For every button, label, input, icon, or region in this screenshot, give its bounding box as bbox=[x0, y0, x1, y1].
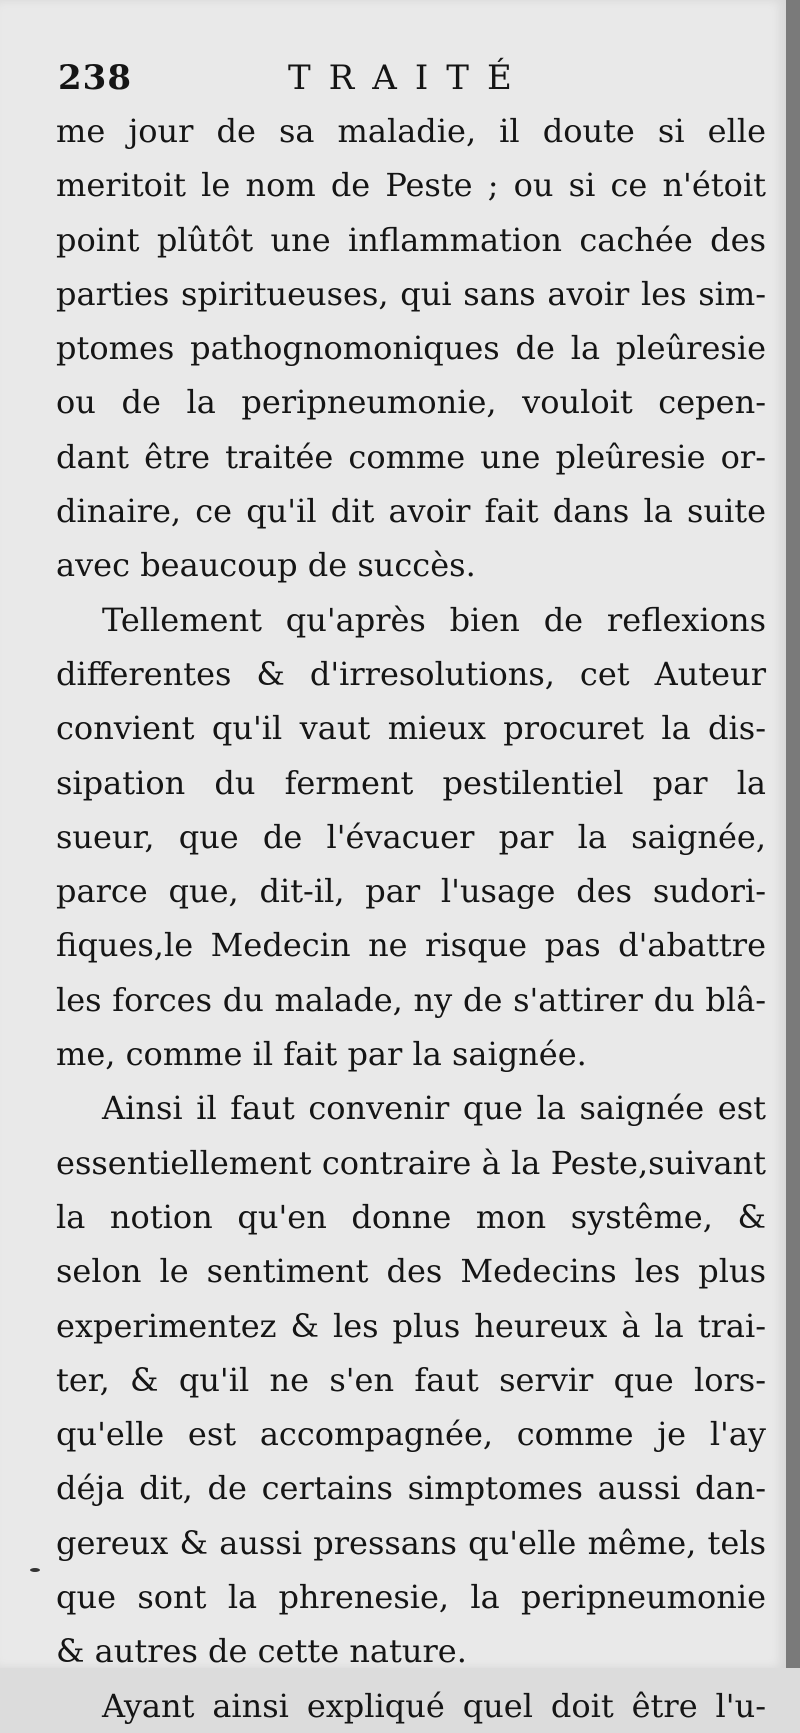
text-line: qu'elle est accompagnée, comme je l'ay bbox=[56, 1415, 766, 1454]
page-number: 238 bbox=[58, 58, 132, 98]
paragraph-start-line: Ayant ainsi expliqué quel doit être l'u- bbox=[102, 1686, 766, 1725]
text-line: me jour de sa maladie, il doute si elle bbox=[56, 112, 766, 150]
text-line: la notion qu'en donne mon systême, & bbox=[56, 1197, 766, 1236]
body-text bbox=[56, 104, 766, 1733]
text-line: sueur, que de l'évacuer par la saignée, bbox=[56, 817, 766, 856]
ink-speck bbox=[30, 1568, 40, 1572]
text-line: ptomes pathognomoniques de la pleûresie bbox=[56, 329, 766, 368]
text-line: meritoit le nom de Peste ; ou si ce n'étoit bbox=[56, 166, 766, 205]
text-line: experimentez & les plus heureux à la trai- bbox=[56, 1306, 766, 1345]
text-line: dant être traitée comme une pleûresie or- bbox=[56, 437, 766, 476]
text-line: sipation du ferment pestilentiel par la bbox=[56, 763, 766, 802]
text-line: ou de la peripneumonie, vouloit cepen- bbox=[56, 383, 766, 422]
text-line: selon le sentiment des Medecins les plus bbox=[56, 1252, 766, 1291]
page-header bbox=[58, 58, 746, 102]
text-line: essentiellement contraire à la Peste,suivant bbox=[56, 1143, 766, 1182]
paragraph-start-line: Ainsi il faut convenir que la saignée est bbox=[102, 1089, 766, 1128]
text-line: avec beaucoup de succès. bbox=[56, 546, 476, 585]
text-line: point plûtôt une inflammation cachée des bbox=[56, 220, 766, 259]
text-line: differentes & d'irresolutions, cet Auteur bbox=[56, 654, 766, 693]
text-line: que sont la phrenesie, la peripneumonie bbox=[56, 1578, 766, 1617]
paragraph-start-line: Tellement qu'après bien de reflexions bbox=[102, 600, 766, 639]
text-line: me, comme il fait par la saignée. bbox=[56, 1035, 587, 1074]
text-line: dinaire, ce qu'il dit avoir fait dans la suite bbox=[56, 492, 766, 531]
page-edge-shadow bbox=[786, 0, 800, 1668]
text-line: gereux & aussi pressans qu'elle même, tels bbox=[56, 1523, 766, 1562]
text-line: fiques,le Medecin ne risque pas d'abattre bbox=[56, 926, 766, 965]
text-line: & autres de cette nature. bbox=[56, 1632, 467, 1671]
text-line: ter, & qu'il ne s'en faut servir que lors- bbox=[56, 1360, 766, 1399]
text-line: parce que, dit-il, par l'usage des sudori- bbox=[56, 872, 766, 911]
text-line: convient qu'il vaut mieux procuret la dis- bbox=[56, 709, 766, 748]
text-line: déja dit, de certains simptomes aussi dan- bbox=[56, 1469, 766, 1508]
text-line: parties spiritueuses, qui sans avoir les sim- bbox=[56, 274, 766, 313]
running-head: TRAITÉ bbox=[288, 58, 530, 98]
text-line: les forces du malade, ny de s'attirer du blâ- bbox=[56, 980, 766, 1019]
